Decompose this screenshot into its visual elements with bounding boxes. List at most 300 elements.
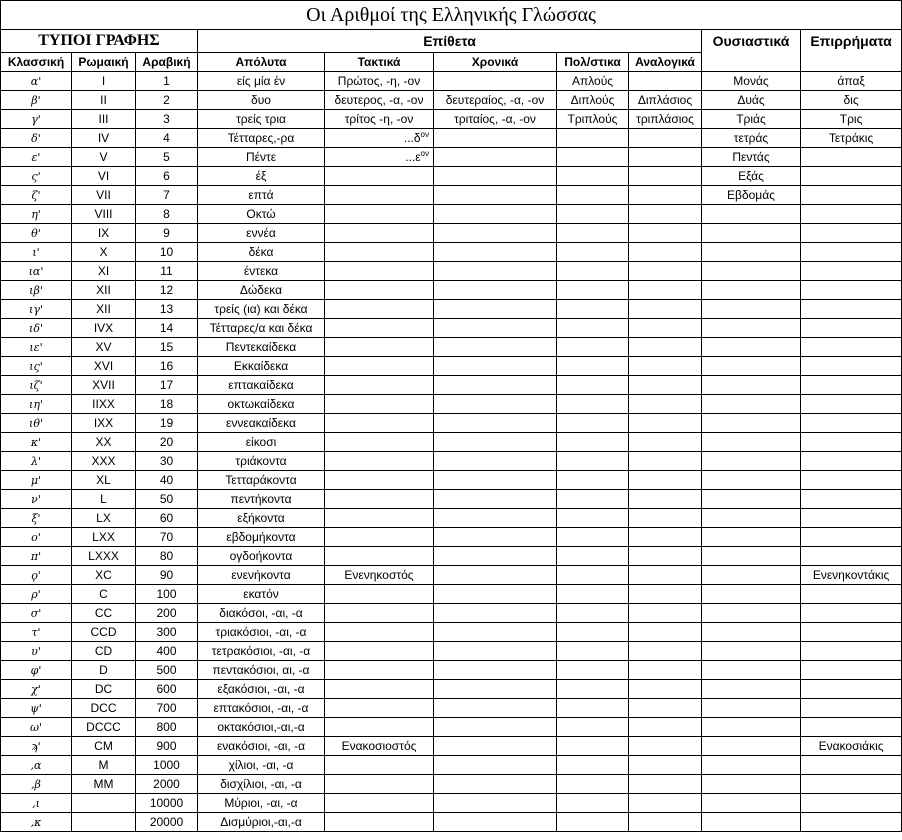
absolute-cell: εβδομήκοντα bbox=[198, 528, 325, 547]
table-row bbox=[1, 110, 902, 129]
absolute-cell: επτακαίδεκα bbox=[198, 376, 325, 395]
ordinal-cell bbox=[325, 642, 434, 661]
noun-cell bbox=[702, 680, 801, 699]
roman-cell: C bbox=[72, 585, 136, 604]
classic-cell: η' bbox=[1, 205, 72, 224]
noun-cell bbox=[702, 661, 801, 680]
arabic-cell: 20 bbox=[136, 433, 198, 452]
multiplicative-cell bbox=[557, 319, 629, 338]
temporal-cell bbox=[434, 300, 557, 319]
roman-cell: XI bbox=[72, 262, 136, 281]
roman-cell: XXX bbox=[72, 452, 136, 471]
adverb-cell bbox=[801, 509, 902, 528]
classic-cell: ιδ' bbox=[1, 319, 72, 338]
ordinal-cell bbox=[325, 205, 434, 224]
absolute-cell: είς μία έν bbox=[198, 72, 325, 91]
multiplicative-cell bbox=[557, 661, 629, 680]
proportional-cell bbox=[629, 433, 702, 452]
absolute-cell: Τέτταρες,-ρα bbox=[198, 129, 325, 148]
roman-cell: CCD bbox=[72, 623, 136, 642]
adverb-cell bbox=[801, 224, 902, 243]
proportional-cell bbox=[629, 395, 702, 414]
classic-cell: ,κ bbox=[1, 813, 72, 832]
adverb-cell bbox=[801, 186, 902, 205]
table-row bbox=[1, 775, 902, 794]
roman-cell: IX bbox=[72, 224, 136, 243]
table-row bbox=[1, 148, 902, 167]
table-row bbox=[1, 395, 902, 414]
temporal-cell bbox=[434, 661, 557, 680]
multiplicative-cell bbox=[557, 756, 629, 775]
noun-cell bbox=[702, 281, 801, 300]
adverb-cell bbox=[801, 376, 902, 395]
temporal-cell: δευτεραίος, -α, -ον bbox=[434, 91, 557, 110]
arabic-cell: 8 bbox=[136, 205, 198, 224]
absolute-cell: επτά bbox=[198, 186, 325, 205]
arabic-cell: 100 bbox=[136, 585, 198, 604]
ordinal-cell bbox=[325, 813, 434, 832]
proportional-cell bbox=[629, 661, 702, 680]
arabic-cell: 300 bbox=[136, 623, 198, 642]
table-row bbox=[1, 281, 902, 300]
multiplicative-cell: Απλούς bbox=[557, 72, 629, 91]
ordinal-cell bbox=[325, 243, 434, 262]
multiplicative-cell bbox=[557, 262, 629, 281]
multiplicative-cell bbox=[557, 224, 629, 243]
writing-types-header: ΤΥΠΟΙ ΓΡΑΦΗΣ bbox=[1, 30, 198, 53]
ordinal-cell bbox=[325, 775, 434, 794]
adverb-cell bbox=[801, 642, 902, 661]
multiplicative-cell bbox=[557, 281, 629, 300]
ordinal-cell bbox=[325, 376, 434, 395]
noun-cell bbox=[702, 566, 801, 585]
adverb-cell bbox=[801, 414, 902, 433]
temporal-cell bbox=[434, 699, 557, 718]
noun-cell bbox=[702, 300, 801, 319]
temporal-cell: τριταίος, -α, -ον bbox=[434, 110, 557, 129]
temporal-cell bbox=[434, 566, 557, 585]
table-row bbox=[1, 699, 902, 718]
temporal-cell bbox=[434, 604, 557, 623]
temporal-cell bbox=[434, 547, 557, 566]
proportional-cell: τριπλάσιος bbox=[629, 110, 702, 129]
roman-cell: CC bbox=[72, 604, 136, 623]
arabic-cell: 17 bbox=[136, 376, 198, 395]
table-row bbox=[1, 129, 902, 148]
roman-cell: VII bbox=[72, 186, 136, 205]
roman-cell: IVX bbox=[72, 319, 136, 338]
arabic-cell: 20000 bbox=[136, 813, 198, 832]
absolute-cell: διακόσοι, -αι, -α bbox=[198, 604, 325, 623]
roman-cell: L bbox=[72, 490, 136, 509]
ordinal-cell bbox=[325, 509, 434, 528]
arabic-cell: 15 bbox=[136, 338, 198, 357]
page-title: Οι Αριθμοί της Ελληνικής Γλώσσας bbox=[1, 1, 902, 30]
ordinal-header: Τακτικά bbox=[325, 53, 434, 72]
proportional-cell bbox=[629, 775, 702, 794]
proportional-cell: Διπλάσιος bbox=[629, 91, 702, 110]
proportional-cell bbox=[629, 167, 702, 186]
ordinal-cell: Ενενηκοστός bbox=[325, 566, 434, 585]
multiplicative-cell bbox=[557, 357, 629, 376]
roman-cell: IV bbox=[72, 129, 136, 148]
table-row bbox=[1, 300, 902, 319]
classic-cell: ψ' bbox=[1, 699, 72, 718]
arabic-cell: 700 bbox=[136, 699, 198, 718]
roman-cell: XV bbox=[72, 338, 136, 357]
table-row bbox=[1, 718, 902, 737]
classic-cell: ιη' bbox=[1, 395, 72, 414]
proportional-cell bbox=[629, 718, 702, 737]
ordinal-cell bbox=[325, 756, 434, 775]
absolute-cell: Πεντεκαίδεκα bbox=[198, 338, 325, 357]
noun-cell bbox=[702, 205, 801, 224]
classic-cell: ν' bbox=[1, 490, 72, 509]
arabic-cell: 60 bbox=[136, 509, 198, 528]
proportional-cell bbox=[629, 72, 702, 91]
proportional-cell bbox=[629, 509, 702, 528]
ordinal-cell bbox=[325, 718, 434, 737]
noun-cell bbox=[702, 699, 801, 718]
table-body bbox=[1, 72, 902, 832]
noun-cell bbox=[702, 528, 801, 547]
proportional-cell bbox=[629, 490, 702, 509]
nouns-header: Ουσιαστικά bbox=[702, 30, 801, 72]
classic-cell: ις' bbox=[1, 357, 72, 376]
noun-cell bbox=[702, 509, 801, 528]
noun-cell: Εξάς bbox=[702, 167, 801, 186]
classic-cell: δ' bbox=[1, 129, 72, 148]
classic-cell: ϙ' bbox=[1, 566, 72, 585]
noun-cell bbox=[702, 357, 801, 376]
ordinal-cell bbox=[325, 452, 434, 471]
multiplicative-cell bbox=[557, 167, 629, 186]
multiplicative-cell bbox=[557, 148, 629, 167]
adverb-cell bbox=[801, 471, 902, 490]
noun-cell bbox=[702, 414, 801, 433]
absolute-cell: ενακόσιοι, -αι, -α bbox=[198, 737, 325, 756]
arabic-cell: 2000 bbox=[136, 775, 198, 794]
temporal-cell bbox=[434, 623, 557, 642]
classic-cell: φ' bbox=[1, 661, 72, 680]
ordinal-cell bbox=[325, 338, 434, 357]
multiplicative-cell bbox=[557, 566, 629, 585]
absolute-cell: πεντακόσιοι, αι, -α bbox=[198, 661, 325, 680]
noun-cell bbox=[702, 794, 801, 813]
roman-cell: IIXX bbox=[72, 395, 136, 414]
table-row bbox=[1, 224, 902, 243]
proportional-cell bbox=[629, 756, 702, 775]
ordinal-cell bbox=[325, 414, 434, 433]
roman-cell bbox=[72, 794, 136, 813]
roman-cell: LX bbox=[72, 509, 136, 528]
table-row bbox=[1, 357, 902, 376]
ordinal-cell bbox=[325, 224, 434, 243]
multiplicative-cell bbox=[557, 243, 629, 262]
absolute-cell: Δισμύριοι,-αι,-α bbox=[198, 813, 325, 832]
noun-cell bbox=[702, 338, 801, 357]
absolute-cell: δισχίλιοι, -αι, -α bbox=[198, 775, 325, 794]
absolute-cell: Μύριοι, -αι, -α bbox=[198, 794, 325, 813]
temporal-cell bbox=[434, 528, 557, 547]
adverb-cell: Ενενηκοντάκις bbox=[801, 566, 902, 585]
table-row bbox=[1, 338, 902, 357]
proportional-cell bbox=[629, 224, 702, 243]
adverb-cell: Τετράκις bbox=[801, 129, 902, 148]
proportional-cell bbox=[629, 471, 702, 490]
temporal-header: Χρονικά bbox=[434, 53, 557, 72]
arabic-cell: 500 bbox=[136, 661, 198, 680]
table-row bbox=[1, 376, 902, 395]
absolute-cell: τριακόσιοι, -αι, -α bbox=[198, 623, 325, 642]
proportional-cell bbox=[629, 566, 702, 585]
ordinal-cell bbox=[325, 357, 434, 376]
multiplicative-cell bbox=[557, 338, 629, 357]
adverb-cell bbox=[801, 357, 902, 376]
roman-header: Ρωμαική bbox=[72, 53, 136, 72]
adverb-cell: Τρις bbox=[801, 110, 902, 129]
classic-cell: χ' bbox=[1, 680, 72, 699]
classic-cell: κ' bbox=[1, 433, 72, 452]
absolute-cell: δυο bbox=[198, 91, 325, 110]
multiplicative-cell bbox=[557, 680, 629, 699]
table-row bbox=[1, 642, 902, 661]
proportional-cell bbox=[629, 281, 702, 300]
absolute-cell: τρείς τρια bbox=[198, 110, 325, 129]
temporal-cell bbox=[434, 148, 557, 167]
noun-cell bbox=[702, 319, 801, 338]
table-row bbox=[1, 585, 902, 604]
multiplicative-header: Πολ/στικα bbox=[557, 53, 629, 72]
arabic-header: Αραβική bbox=[136, 53, 198, 72]
temporal-cell bbox=[434, 224, 557, 243]
ordinal-cell bbox=[325, 395, 434, 414]
absolute-cell: Πέντε bbox=[198, 148, 325, 167]
temporal-cell bbox=[434, 452, 557, 471]
table-row bbox=[1, 794, 902, 813]
proportional-cell bbox=[629, 357, 702, 376]
arabic-cell: 6 bbox=[136, 167, 198, 186]
classic-cell: ,β bbox=[1, 775, 72, 794]
classic-cell: λ' bbox=[1, 452, 72, 471]
adverb-cell bbox=[801, 490, 902, 509]
table-row bbox=[1, 72, 902, 91]
adverb-cell bbox=[801, 718, 902, 737]
arabic-cell: 600 bbox=[136, 680, 198, 699]
noun-cell bbox=[702, 376, 801, 395]
adverb-cell bbox=[801, 528, 902, 547]
table-row bbox=[1, 433, 902, 452]
arabic-cell: 40 bbox=[136, 471, 198, 490]
roman-cell: XVII bbox=[72, 376, 136, 395]
temporal-cell bbox=[434, 813, 557, 832]
adverb-cell: άπαξ bbox=[801, 72, 902, 91]
noun-cell bbox=[702, 737, 801, 756]
table-row bbox=[1, 566, 902, 585]
noun-cell bbox=[702, 813, 801, 832]
table-row bbox=[1, 452, 902, 471]
temporal-cell bbox=[434, 376, 557, 395]
multiplicative-cell bbox=[557, 509, 629, 528]
table-row bbox=[1, 186, 902, 205]
ordinal-cell: $...\varepsilon^{o\nu}$ bbox=[325, 148, 434, 167]
table-row bbox=[1, 661, 902, 680]
adverb-cell bbox=[801, 243, 902, 262]
temporal-cell bbox=[434, 243, 557, 262]
absolute-cell: εννεακαίδεκα bbox=[198, 414, 325, 433]
classic-cell: ι' bbox=[1, 243, 72, 262]
ordinal-cell bbox=[325, 433, 434, 452]
classic-cell: ρ' bbox=[1, 585, 72, 604]
proportional-cell bbox=[629, 186, 702, 205]
absolute-cell: επτακόσιοι, -αι, -α bbox=[198, 699, 325, 718]
absolute-cell: είκοσι bbox=[198, 433, 325, 452]
temporal-cell bbox=[434, 319, 557, 338]
noun-cell: Μονάς bbox=[702, 72, 801, 91]
adverb-cell bbox=[801, 338, 902, 357]
ordinal-cell bbox=[325, 547, 434, 566]
absolute-cell: χίλιοι, -αι, -α bbox=[198, 756, 325, 775]
classic-cell: β' bbox=[1, 91, 72, 110]
table-row bbox=[1, 528, 902, 547]
temporal-cell bbox=[434, 129, 557, 148]
noun-cell: Εβδομάς bbox=[702, 186, 801, 205]
adverb-cell bbox=[801, 661, 902, 680]
classic-cell: ιζ' bbox=[1, 376, 72, 395]
ordinal-cell bbox=[325, 699, 434, 718]
arabic-cell: 4 bbox=[136, 129, 198, 148]
proportional-cell bbox=[629, 642, 702, 661]
adverb-cell bbox=[801, 699, 902, 718]
arabic-cell: 200 bbox=[136, 604, 198, 623]
arabic-cell: 800 bbox=[136, 718, 198, 737]
arabic-cell: 11 bbox=[136, 262, 198, 281]
multiplicative-cell bbox=[557, 604, 629, 623]
multiplicative-cell bbox=[557, 699, 629, 718]
classic-cell: ο' bbox=[1, 528, 72, 547]
roman-cell: XVI bbox=[72, 357, 136, 376]
classic-cell: ζ' bbox=[1, 186, 72, 205]
ordinal-cell bbox=[325, 471, 434, 490]
adverb-cell bbox=[801, 281, 902, 300]
absolute-cell: εννέα bbox=[198, 224, 325, 243]
ordinal-cell bbox=[325, 490, 434, 509]
ordinal-cell bbox=[325, 604, 434, 623]
temporal-cell bbox=[434, 205, 557, 224]
arabic-cell: 30 bbox=[136, 452, 198, 471]
roman-cell: XII bbox=[72, 300, 136, 319]
classic-cell: ιβ' bbox=[1, 281, 72, 300]
adverbs-header: Επιρρήματα bbox=[801, 30, 902, 72]
classic-cell: ιθ' bbox=[1, 414, 72, 433]
proportional-cell bbox=[629, 794, 702, 813]
adverb-cell: δις bbox=[801, 91, 902, 110]
temporal-cell bbox=[434, 281, 557, 300]
multiplicative-cell: Τριπλούς bbox=[557, 110, 629, 129]
ordinal-cell bbox=[325, 623, 434, 642]
roman-cell: II bbox=[72, 91, 136, 110]
multiplicative-cell bbox=[557, 718, 629, 737]
table-row bbox=[1, 167, 902, 186]
adverb-cell: Ενακοσιάκις bbox=[801, 737, 902, 756]
temporal-cell bbox=[434, 471, 557, 490]
proportional-cell bbox=[629, 205, 702, 224]
roman-cell: DC bbox=[72, 680, 136, 699]
classic-cell: ια' bbox=[1, 262, 72, 281]
noun-cell: Τριάς bbox=[702, 110, 801, 129]
absolute-cell: εκατόν bbox=[198, 585, 325, 604]
proportional-cell bbox=[629, 129, 702, 148]
ordinal-cell bbox=[325, 262, 434, 281]
table-row bbox=[1, 319, 902, 338]
multiplicative-cell bbox=[557, 186, 629, 205]
noun-cell bbox=[702, 433, 801, 452]
classic-cell: ιγ' bbox=[1, 300, 72, 319]
proportional-cell bbox=[629, 680, 702, 699]
ordinal-cell: Ενακοσιοστός bbox=[325, 737, 434, 756]
multiplicative-cell: Διπλούς bbox=[557, 91, 629, 110]
roman-cell: VIII bbox=[72, 205, 136, 224]
absolute-cell: οκτωκαίδεκα bbox=[198, 395, 325, 414]
adverb-cell bbox=[801, 756, 902, 775]
ordinal-cell bbox=[325, 300, 434, 319]
absolute-cell: τρείς (ια) και δέκα bbox=[198, 300, 325, 319]
arabic-cell: 70 bbox=[136, 528, 198, 547]
classic-header: Κλασσική bbox=[1, 53, 72, 72]
arabic-cell: 5 bbox=[136, 148, 198, 167]
arabic-cell: 13 bbox=[136, 300, 198, 319]
adverb-cell bbox=[801, 148, 902, 167]
table-row bbox=[1, 243, 902, 262]
absolute-cell: τριάκοντα bbox=[198, 452, 325, 471]
ordinal-cell bbox=[325, 794, 434, 813]
classic-cell: ξ' bbox=[1, 509, 72, 528]
temporal-cell bbox=[434, 338, 557, 357]
absolute-cell: πεντήκοντα bbox=[198, 490, 325, 509]
absolute-cell: Τετταράκοντα bbox=[198, 471, 325, 490]
noun-cell bbox=[702, 756, 801, 775]
arabic-cell: 14 bbox=[136, 319, 198, 338]
roman-cell: D bbox=[72, 661, 136, 680]
multiplicative-cell bbox=[557, 737, 629, 756]
noun-cell bbox=[702, 262, 801, 281]
noun-cell bbox=[702, 490, 801, 509]
proportional-cell bbox=[629, 319, 702, 338]
ordinal-cell: $...\delta^{o\nu}$ bbox=[325, 129, 434, 148]
arabic-cell: 16 bbox=[136, 357, 198, 376]
roman-cell: I bbox=[72, 72, 136, 91]
proportional-cell bbox=[629, 699, 702, 718]
table-row bbox=[1, 813, 902, 832]
arabic-cell: 50 bbox=[136, 490, 198, 509]
table-row bbox=[1, 414, 902, 433]
absolute-header: Απόλυτα bbox=[198, 53, 325, 72]
noun-cell bbox=[702, 585, 801, 604]
noun-cell: Πεντάς bbox=[702, 148, 801, 167]
ordinal-cell bbox=[325, 528, 434, 547]
noun-cell bbox=[702, 642, 801, 661]
multiplicative-cell bbox=[557, 775, 629, 794]
proportional-cell bbox=[629, 813, 702, 832]
table-row bbox=[1, 509, 902, 528]
noun-cell bbox=[702, 604, 801, 623]
absolute-cell: ογδοήκοντα bbox=[198, 547, 325, 566]
noun-cell: Δυάς bbox=[702, 91, 801, 110]
temporal-cell bbox=[434, 433, 557, 452]
table-row bbox=[1, 604, 902, 623]
adjectives-header: Επίθετα bbox=[198, 30, 702, 53]
noun-cell bbox=[702, 547, 801, 566]
